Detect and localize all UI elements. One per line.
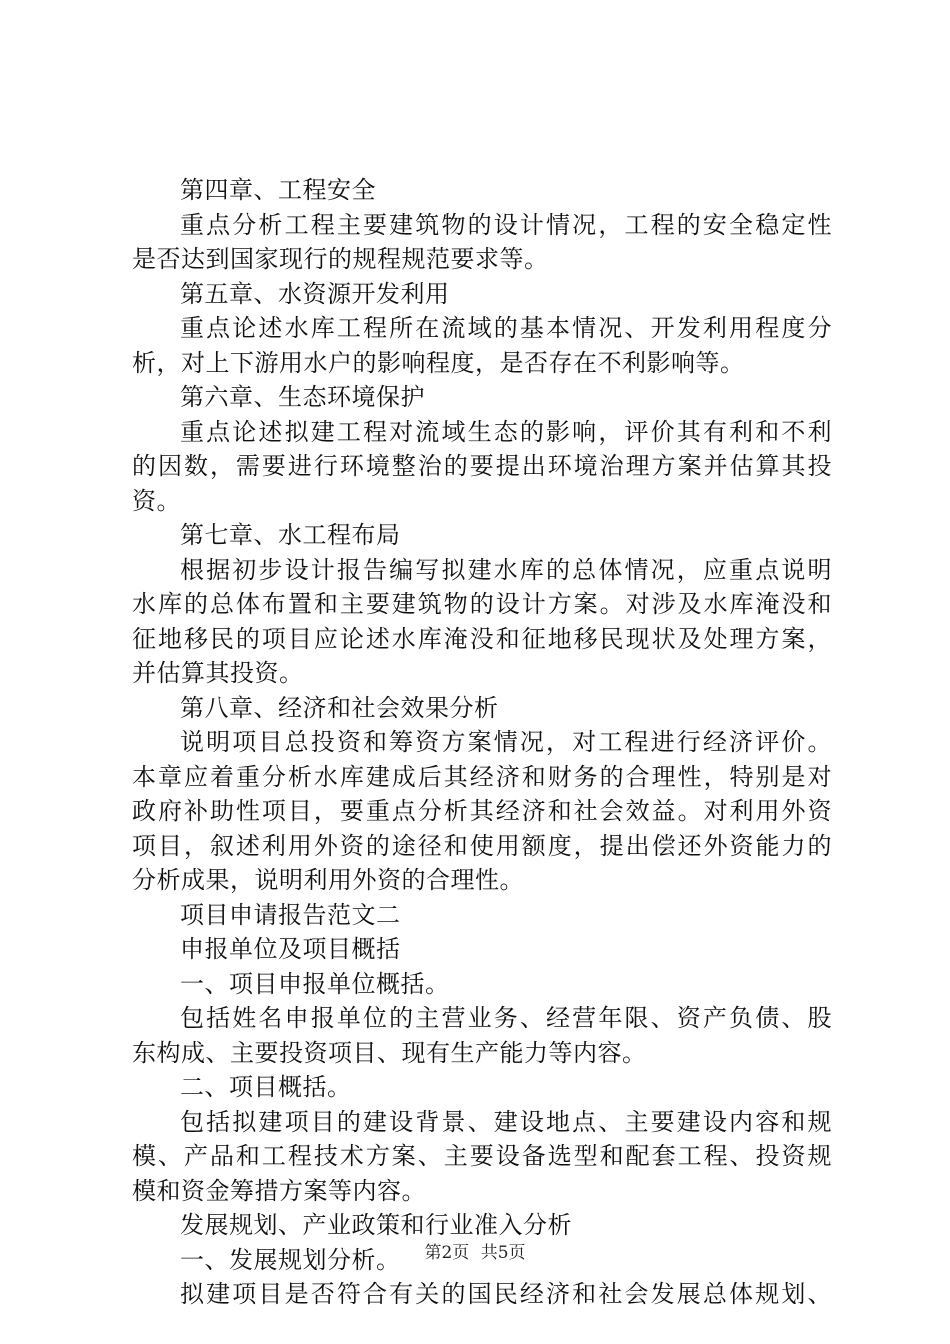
paragraph-line: 是否达到国家现行的规程规范要求等。: [132, 245, 549, 273]
paragraph-line: 东构成、主要投资项目、现有生产能力等内容。: [132, 1038, 647, 1067]
chapter-heading: 第八章、经济和社会效果分析: [180, 693, 499, 722]
paragraph-line: 重点论述水库工程所在流域的基本情况、开发利用程度分: [180, 314, 832, 342]
subsection-heading: 二、项目概括。: [180, 1073, 352, 1101]
subsection-heading: 一、发展规划分析。: [180, 1245, 401, 1274]
page-number: 第2页: [424, 1243, 470, 1263]
paragraph-line: 政府补助性项目，要重点分析其经济和社会效益。对利用外资: [132, 797, 832, 825]
paragraph-line: 水库的总体布置和主要建筑物的设计方案。对涉及水库淹没和: [132, 590, 832, 618]
section-heading: 发展规划、产业政策和行业准入分析: [180, 1211, 572, 1239]
chapter-heading: 第四章、工程安全: [180, 176, 376, 204]
paragraph-line: 的因数，需要进行环境整治的要提出环境治理方案并估算其投: [132, 452, 832, 480]
paragraph-line: 根据初步设计报告编写拟建水库的总体情况，应重点说明: [180, 555, 832, 584]
page-footer: [0, 1241, 950, 1265]
paragraph-line: 析，对上下游用水户的影响程度，是否存在不利影响等。: [132, 348, 745, 377]
paragraph-line: 资。: [132, 486, 181, 515]
paragraph-line: 拟建项目是否符合有关的国民经济和社会发展总体规划、: [180, 1280, 832, 1308]
paragraph-line: 项目，叙述利用外资的途径和使用额度，提出偿还外资能力的: [132, 831, 832, 860]
paragraph-line: 模和资金筹措方案等内容。: [132, 1176, 426, 1205]
page-total: 共5页: [480, 1243, 526, 1263]
chapter-heading: 第七章、水工程布局: [180, 521, 401, 549]
paragraph-line: 说明项目总投资和筹资方案情况，对工程进行经济评价。: [180, 728, 832, 756]
paragraph-line: 本章应着重分析水库建成后其经济和财务的合理性，特别是对: [132, 762, 832, 791]
chapter-heading: 第五章、水资源开发利用: [180, 279, 450, 308]
paragraph-line: 征地移民的项目应论述水库淹没和征地移民现状及处理方案，: [132, 624, 832, 653]
section-heading: 申报单位及项目概括: [180, 935, 401, 963]
paragraph-line: 重点分析工程主要建筑物的设计情况，工程的安全稳定性: [180, 210, 832, 239]
subsection-heading: 一、项目申报单位概括。: [180, 969, 450, 998]
paragraph-line: 重点论述拟建工程对流域生态的影响，评价其有利和不利: [180, 417, 832, 446]
document-body: [132, 173, 832, 1312]
paragraph-line: 包括姓名申报单位的主营业务、经营年限、资产负债、股: [180, 1004, 832, 1032]
section-heading: 项目申请报告范文二: [180, 900, 401, 929]
chapter-heading: 第六章、生态环境保护: [180, 383, 425, 411]
paragraph-line: 分析成果，说明利用外资的合理性。: [132, 866, 524, 894]
paragraph-line: 包括拟建项目的建设背景、建设地点、主要建设内容和规: [180, 1107, 832, 1136]
paragraph-line: 并估算其投资。: [132, 659, 304, 687]
paragraph-line: 模、产品和工程技术方案、主要设备选型和配套工程、投资规: [132, 1142, 832, 1170]
